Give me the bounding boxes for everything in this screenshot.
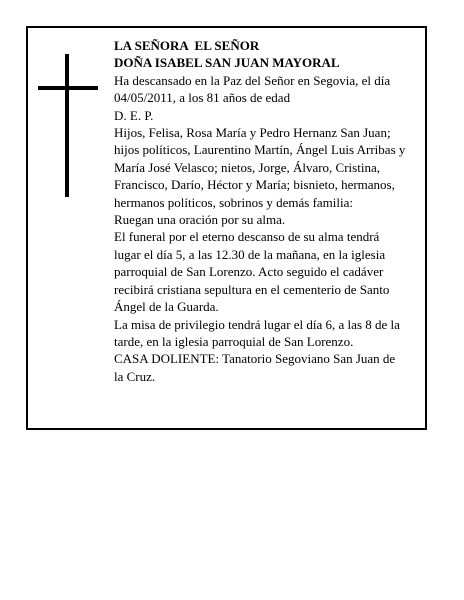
heading-line-deceased-name: DOÑA ISABEL SAN JUAN MAYORAL — [114, 55, 340, 71]
body-line: Ha descansado en la Paz del Señor en Segovia, el día — [114, 72, 391, 88]
body-line: María José Velasco; nietos, Jorge, Álvaro, Cristina, — [114, 159, 380, 175]
body-line: Ruegan una oración por su alma. — [114, 212, 286, 228]
body-line: Hijos, Felisa, Rosa María y Pedro Hernanz San Juan; — [114, 125, 391, 141]
obituary-text — [114, 37, 422, 385]
body-line: lugar el día 5, a las 12.30 de la mañana, en la iglesia — [114, 246, 386, 262]
body-line: El funeral por el eterno descanso de su alma tendrá — [114, 229, 380, 245]
cross-vertical-bar — [65, 54, 69, 197]
body-line: CASA DOLIENTE: Tanatorio Segoviano San Juan de — [114, 351, 396, 367]
body-line: La misa de privilegio tendrá lugar el día 6, a las 8 de la — [114, 316, 400, 332]
body-line: hijos políticos, Laurentino Martín, Ángel Luis Arribas y — [114, 142, 406, 158]
body-line: parroquial de San Lorenzo. Acto seguido el cadáver — [114, 264, 384, 280]
body-line: recibirá cristiana sepultura en el cementerio de Santo — [114, 281, 390, 297]
body-line: tarde, en la iglesia parroquial de San Lorenzo. — [114, 333, 354, 349]
body-line: la Cruz. — [114, 368, 156, 384]
body-line: Ángel de la Guarda. — [114, 299, 219, 315]
body-line: D. E. P. — [114, 107, 154, 123]
body-line: Francisco, Darío, Héctor y María; bisnieto, hermanos, — [114, 177, 395, 193]
latin-cross-icon — [38, 54, 98, 197]
heading-line-titles: LA SEÑORA EL SEÑOR — [114, 38, 260, 53]
body-line: hermanos políticos, sobrinos y demás familia: — [114, 194, 354, 210]
cross-horizontal-bar — [38, 86, 98, 90]
body-line: 04/05/2011, a los 81 años de edad — [114, 90, 291, 106]
